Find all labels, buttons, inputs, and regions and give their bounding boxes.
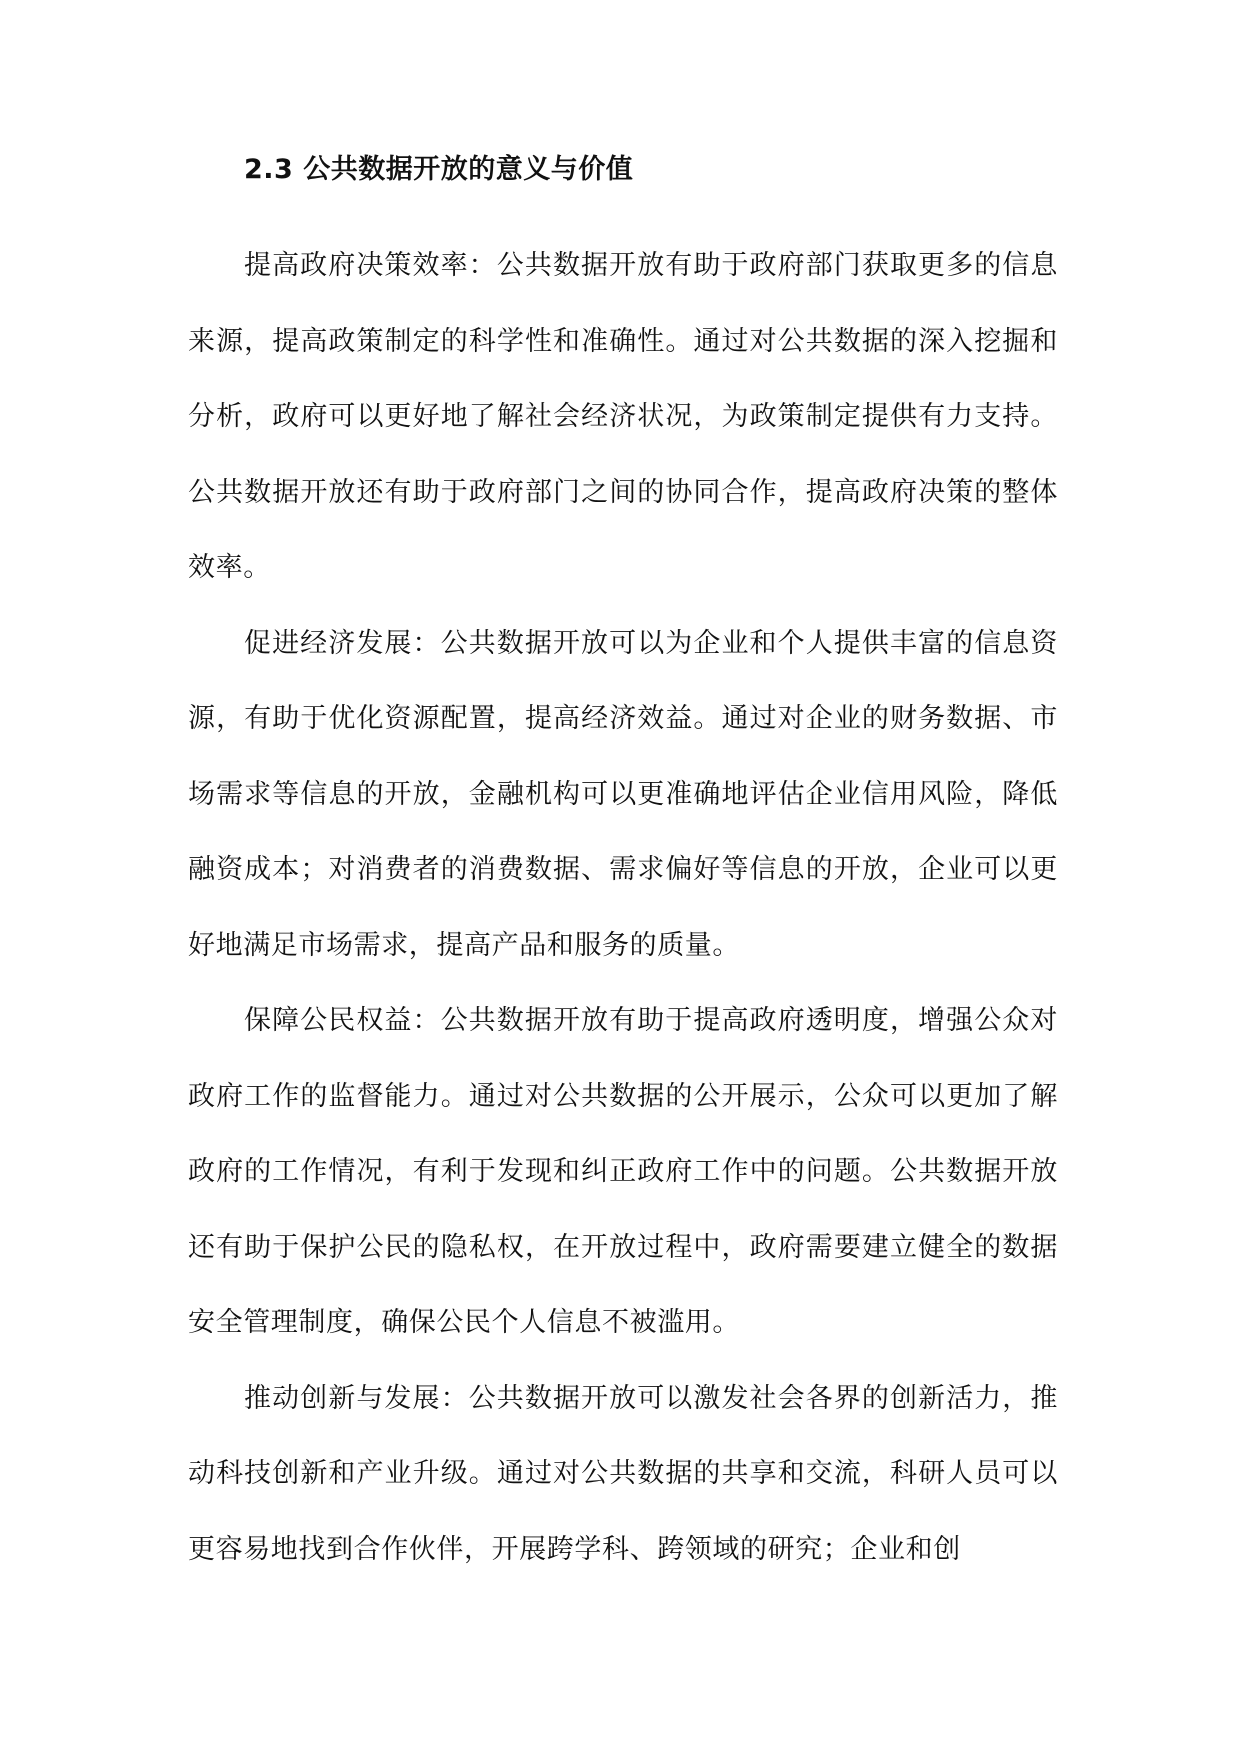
section-heading: 2.3 公共数据开放的意义与价值: [244, 154, 634, 185]
paragraph-innovation: 推动创新与发展：公共数据开放可以激发社会各界的创新活力，推动科技创新和产业升级。通过对公共数据的共享和交流，科研人员可以更容易地找到合作伙伴，开展跨学科、跨领域的研究；企业和创: [188, 1382, 1058, 1565]
page-content: [188, 150, 1058, 1587]
paragraph-decision-efficiency: 提高政府决策效率：公共数据开放有助于政府部门获取更多的信息来源，提高政策制定的科学性和准确性。通过对公共数据的深入挖掘和分析，政府可以更好地了解社会经济状况，为政策制定提供有力支持。公共数据开放还有助于政府部门之间的协同合作，提高政府决策的整体效率。: [188, 250, 1058, 583]
paragraph-economic-development: 促进经济发展：公共数据开放可以为企业和个人提供丰富的信息资源，有助于优化资源配置，提高经济效益。通过对企业的财务数据、市场需求等信息的开放，金融机构可以更准确地评估企业信用风险，降低融资成本；对消费者的消费数据、需求偏好等信息的开放，企业可以更好地满足市场需求，提高产品和服务的质量。: [188, 627, 1058, 961]
paragraph-citizen-rights: 保障公民权益：公共数据开放有助于提高政府透明度，增强公众对政府工作的监督能力。通过对公共数据的公开展示，公众可以更加了解政府的工作情况，有利于发现和纠正政府工作中的问题。公共数据开放还有助于保护公民的隐私权，在开放过程中，政府需要建立健全的数据安全管理制度，确保公民个人信息不被滥用。: [188, 1005, 1058, 1338]
